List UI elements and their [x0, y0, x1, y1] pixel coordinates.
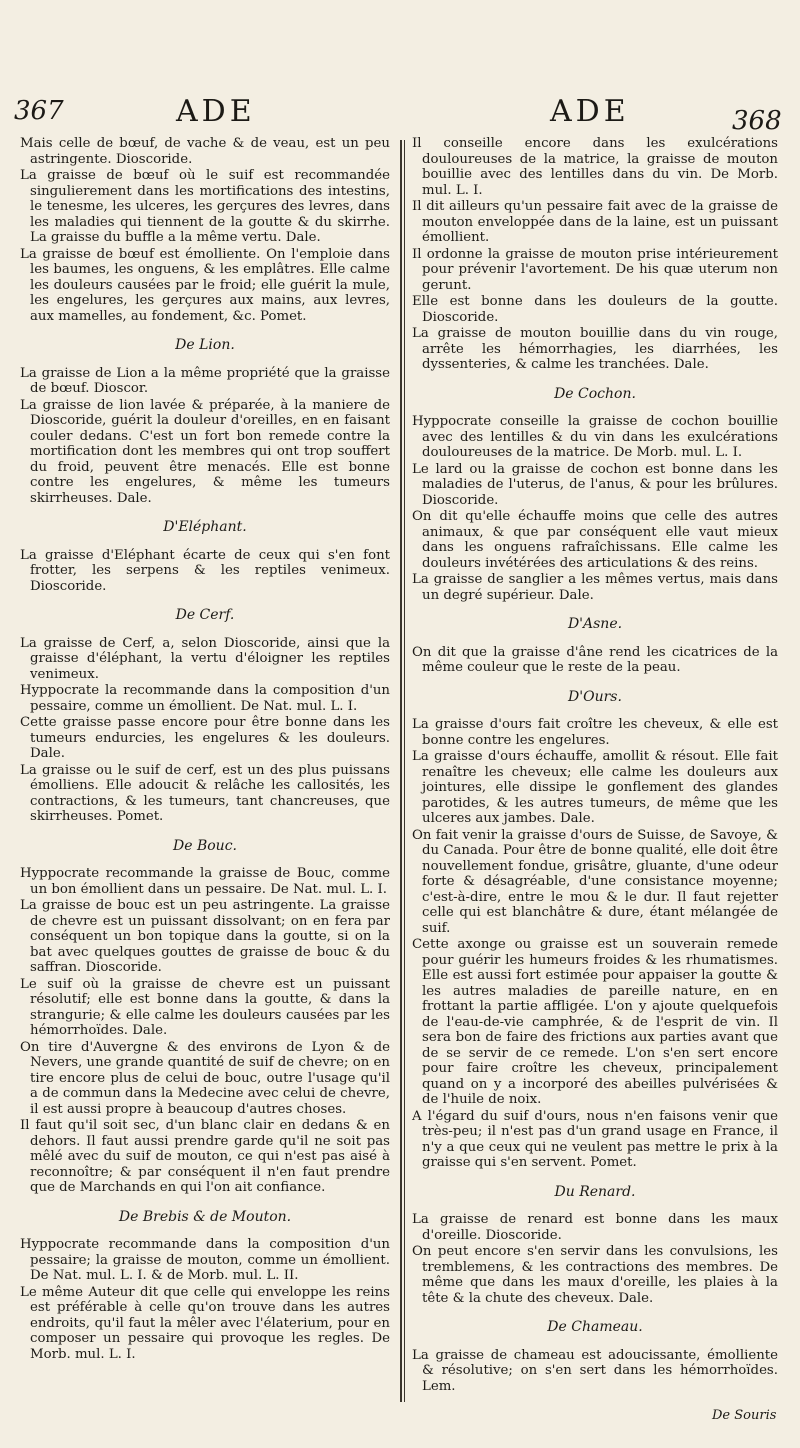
section-heading: D'Asne.: [567, 616, 623, 632]
paragraph: La graisse de lion lavée & préparée, à la maniere de Dioscoride, guérit la douleur d'oreilles, en en faisant couler dedans. C'est un fort bon remede contre la mortification dont les membres qui ont trop souffert du froid, peuvent être menacés. Elle est bonne contre les engelures, & même les tumeurs skirrheuses. Dale.: [20, 397, 390, 506]
paragraph: La graisse de bœuf est émolliente. On l'emploie dans les baumes, les onguens, & les emplâtres. Elle calme les douleurs causées par le froid; elle guérit la mule, les engelures, les gerçures aux mains, aux levres, aux mamelles, au fondement, &c. Pomet.: [20, 246, 390, 324]
paragraph: La graisse ou le suif de cerf, est un des plus puissans émolliens. Elle adoucit & relâche les callosités, les contractions, & les tumeurs, tant chancreuses, que skirrheuses. Pomet.: [20, 762, 390, 824]
paragraph: La graisse d'Eléphant écarte de ceux qui s'en font frotter, les serpens & les reptiles venimeux. Dioscoride.: [20, 547, 390, 594]
paragraph: Elle est bonne dans les douleurs de la goutte. Dioscoride.: [412, 294, 778, 325]
left-column: [20, 136, 390, 1363]
paragraph: On tire d'Auvergne & des environs de Lyon & de Nevers, une grande quantité de suif de chevre; on en tire encore plus de celui de bouc, outre l'usage qu'il a de commun dans la Medecine avec celui de chevre, il est aussi propre à beaucoup d'autres choses.: [20, 1039, 390, 1117]
paragraph: On peut encore s'en servir dans les convulsions, les tremblemens, & les contractions des membres. De même que dans les maux d'oreille, les plaies à la tête & la chute des cheveux. Dale.: [412, 1244, 778, 1306]
paragraph: Mais celle de bœuf, de vache & de veau, est un peu astringente. Dioscoride.: [20, 136, 390, 167]
column-divider: [400, 140, 402, 1402]
paragraph: On dit que la graisse d'âne rend les cicatrices de la même couleur que le reste de la peau.: [412, 644, 778, 675]
section-heading: De Brebis & de Mouton.: [118, 1208, 292, 1225]
left-page-number: 367: [14, 96, 64, 126]
section-heading: De Chameau.: [547, 1319, 643, 1335]
section-heading: De Cochon.: [554, 385, 636, 402]
paragraph: La graisse de renard est bonne dans les maux d'oreille. Dioscoride.: [412, 1212, 778, 1243]
section-heading: De Lion.: [175, 337, 235, 353]
paragraph: La graisse de Lion a la même propriété que la graisse de bœuf. Dioscor.: [20, 365, 390, 396]
paragraph: La graisse de Cerf, a, selon Dioscoride, ainsi que la graisse d'éléphant, la vertu d'éloigner les reptiles venimeux.: [20, 635, 390, 682]
paragraph: On dit qu'elle échauffe moins que celle des autres animaux, & que par conséquent elle vaut mieux dans les onguens rafraîchissans. Elle calme les douleurs invétérées des articulations & des reins.: [412, 509, 778, 571]
paragraph: La graisse de bouc est un peu astringente. La graisse de chevre est un puissant dissolvant; on en fera par conséquent un bon topique dans la goutte, si on la bat avec quelques gouttes de graisse de bouc & du saffran. Dioscoride.: [20, 898, 390, 975]
paragraph: La graisse de sanglier a les mêmes vertus, mais dans un degré supérieur. Dale.: [412, 572, 778, 603]
paragraph: Hyppocrate conseille la graisse de cochon bouillie avec des lentilles & du vin dans les exulcérations douloureuses de la matrice. De Morb. mul. L. I.: [412, 414, 778, 460]
running-head: [0, 84, 800, 136]
paragraph: Il conseille encore dans les exulcérations douloureuses de la matrice, la graisse de mouton bouillie avec des lentilles dans du vin. De Morb. mul. L. I.: [412, 136, 778, 198]
right-page-number: 368: [732, 106, 782, 136]
section-heading: D'Eléphant.: [163, 519, 247, 535]
paragraph: Il faut qu'il soit sec, d'un blanc clair en dedans & en dehors. Il faut aussi prendre garde qu'il ne soit pas mêlé avec du suif de mouton, ce qui n'est pas aisé à reconnoître; & par conséquent il n'en faut prendre que de Marchands en qui l'on ait confiance.: [20, 1118, 390, 1195]
paragraph: La graisse de bœuf où le suif est recommandée singulierement dans les mortifications des intestins, le tenesme, les ulceres, les gerçures des levres, dans les maladies qui tiennent de la goutte & du skirrhe. La graisse du buffle a la même vertu. Dale.: [20, 168, 390, 245]
paragraph: On fait venir la graisse d'ours de Suisse, de Savoye, & du Canada. Pour être de bonne qualité, elle doit être nouvellement fondue, grisâtre, gluante, d'une odeur forte & désagréable, d'une consistance moyenne; c'est-à-dire, entre le mou & le dur. Il faut rejetter celle qui est blanchâtre & dure, étant mélangée de suif.: [412, 827, 778, 936]
paragraph: Cette graisse passe encore pour être bonne dans les tumeurs endurcies, les engelures & les douleurs. Dale.: [20, 715, 390, 761]
paragraph: Le même Auteur dit que celle qui enveloppe les reins est préférable à celle qu'on trouve dans les autres endroits, qu'il faut la mêler avec l'élaterium, pour en composer un pessaire qui provoque les regles. De Morb. mul. L. I.: [20, 1284, 390, 1362]
paragraph: La graisse de chameau est adoucissante, émolliente & résolutive; on s'en sert dans les hémorrhoïdes. Lem.: [412, 1347, 778, 1394]
paragraph: La graisse d'ours fait croître les cheveux, & elle est bonne contre les engelures.: [412, 717, 778, 748]
paragraph: Le suif où la graisse de chevre est un puissant résolutif; elle est bonne dans la goutte, & dans la strangurie; & elle calme les douleurs causées par les hémorrhoïdes. Dale.: [20, 976, 390, 1038]
paragraph: Hyppocrate recommande dans la composition d'un pessaire; la graisse de mouton, comme un émollient. De Nat. mul. L. I. & de Morb. mul. L. II.: [20, 1237, 390, 1283]
left-headword: ADE: [176, 94, 256, 129]
paragraph: Le lard ou la graisse de cochon est bonne dans les maladies de l'uterus, de l'anus, & pour les brûlures. Dioscoride.: [412, 461, 778, 508]
paragraph: Cette axonge ou graisse est un souverain remede pour guérir les humeurs froides & les rhumatismes. Elle est aussi fort estimée pour appaiser la goutte & les autres maladies de pareille nature, en en frottant la partie affligée. L'on y ajoute quelquefois de l'eau-de-vie camphrée, & de l'esprit de vin. Il sera bon de faire des frictions aux parties avant que de se servir de ce remede. L'on s'en sert encore pour faire croître les cheveux, principalement quand on y a incorporé des abeilles pulvérisées & de l'huile de noix.: [412, 937, 778, 1107]
paragraph: A l'égard du suif d'ours, nous n'en faisons venir que très-peu; il n'est pas d'un grand usage en France, il n'y a que ceux qui ne veulent pas mettre le prix à la graisse qui s'en servent. Pomet.: [412, 1108, 778, 1170]
paragraph: Il dit ailleurs qu'un pessaire fait avec de la graisse de mouton enveloppée dans de la laine, est un puissant émollient.: [412, 199, 778, 245]
paragraph: Hyppocrate la recommande dans la composition d'un pessaire, comme un émollient. De Nat. mul. L. I.: [20, 683, 390, 714]
paragraph: La graisse d'ours échauffe, amollit & résout. Elle fait renaître les cheveux; elle calme les douleurs aux jointures, elle dissipe le gonflement des glandes parotides, & les autres tumeurs, de même que les ulceres aux jambes. Dale.: [412, 749, 778, 826]
right-column: [412, 136, 778, 1395]
section-heading: De Cerf.: [175, 607, 235, 623]
column-divider-thin: [404, 140, 405, 1402]
paragraph: Hyppocrate recommande la graisse de Bouc, comme un bon émollient dans un pessaire. De Nat. mul. L. I.: [20, 866, 390, 897]
section-heading: D'Ours.: [568, 688, 622, 705]
section-heading: Du Renard.: [554, 1183, 636, 1200]
right-headword: ADE: [550, 94, 630, 129]
section-heading: De Bouc.: [173, 837, 237, 854]
paragraph: La graisse de mouton bouillie dans du vin rouge, arrête les hémorrhagies, les diarrhées, les dyssenteries, & calme les tranchées. Dale.: [412, 326, 778, 372]
paragraph: Il ordonne la graisse de mouton prise intérieurement pour prévenir l'avortement. De his quæ uterum non gerunt.: [412, 246, 778, 293]
catchword: De Souris: [712, 1408, 777, 1423]
